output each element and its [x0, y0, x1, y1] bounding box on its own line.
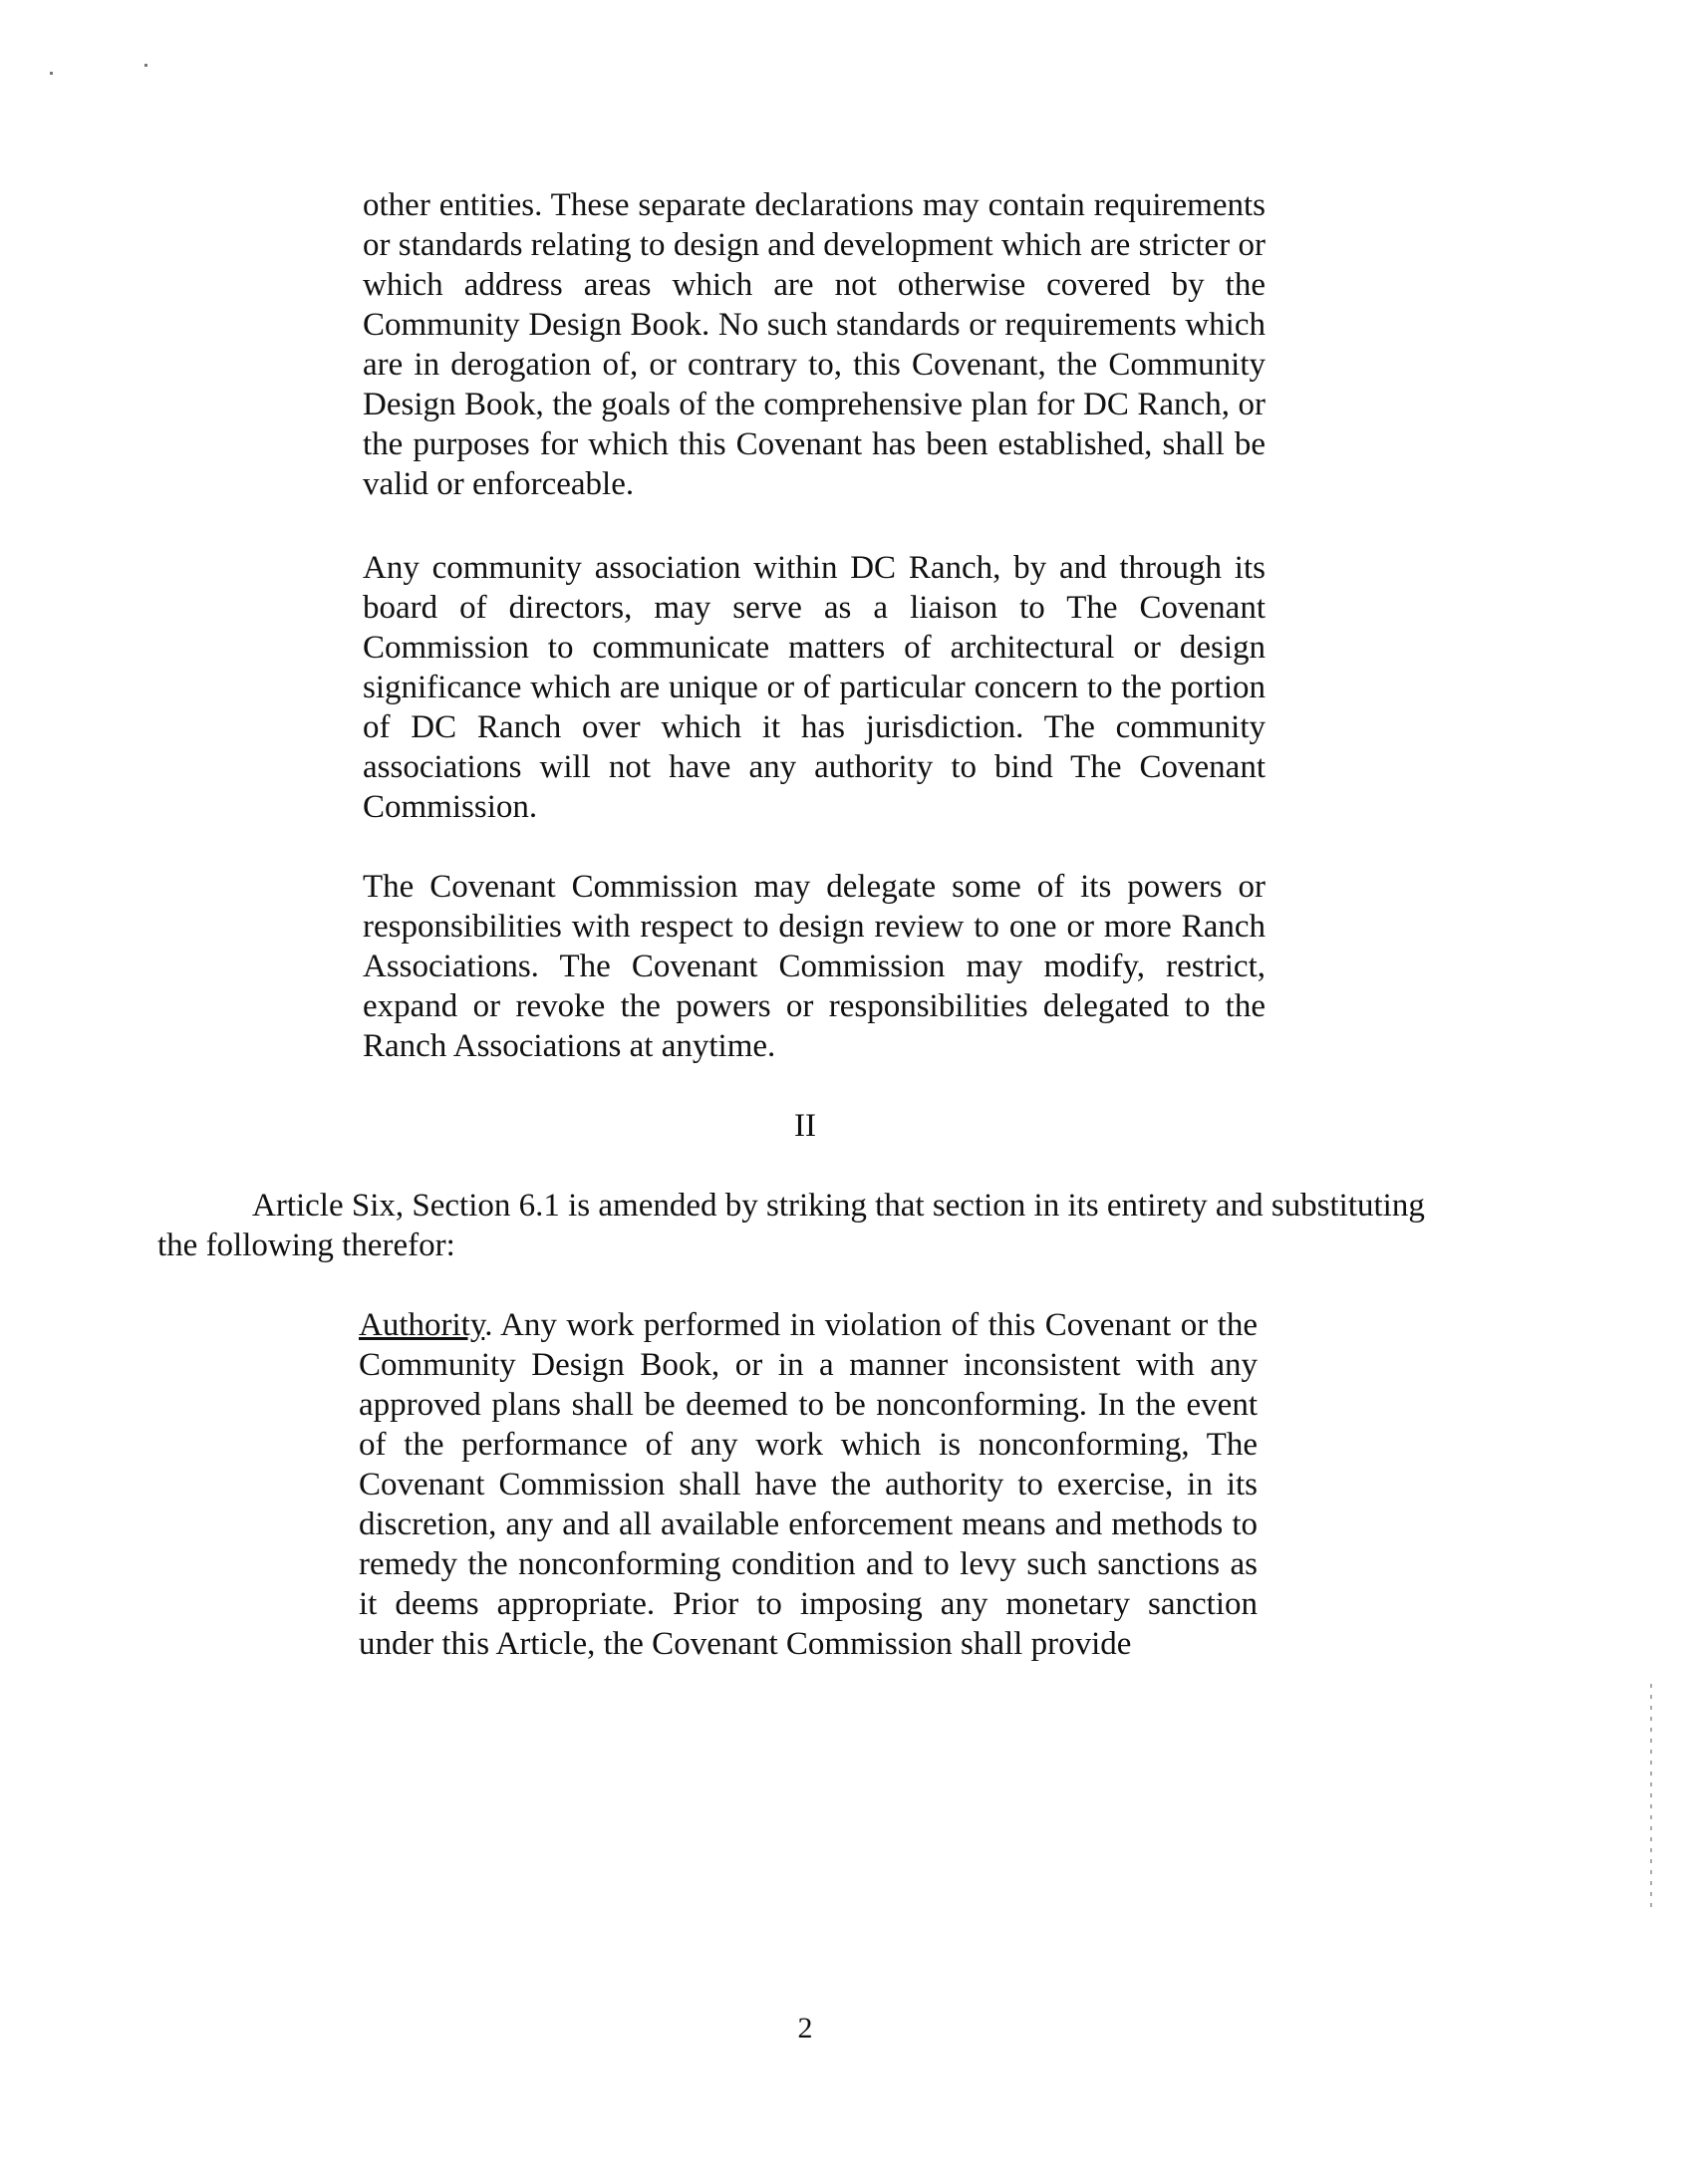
- authority-body-text: . Any work performed in violation of this Covenant or the Community Design Book, or in a manner inconsistent with any approved plans shall be deemed to be nonconforming. In the event of the performance of any work which is nonconforming, The Covenant Commission shall have the authority to exercise, in its discretion, any and all available enforcement means and methods to remedy the nonconforming condition and to levy such sanctions as it deems appropriate. Prior to imposing any monetary sanction under this Article, the Covenant Commission shall provide: [359, 1307, 1258, 1662]
- page-number: 2: [797, 2012, 813, 2045]
- body-paragraph-3: The Covenant Commission may delegate some of its powers or responsibilities with respect to design review to one or more Ranch Associations. The Covenant Commission may modify, restrict, expand or revoke the powers or responsibilities delegated to the Ranch Associations at anytime.: [363, 869, 1266, 1064]
- scan-artifact-marks: [1650, 1684, 1652, 1913]
- section-marker: II: [794, 1108, 816, 1144]
- body-paragraph-1: other entities. These separate declarations may contain requirements or standards relating to design and development which are stricter or which address areas which are not otherwise covered by the Community Design Book. No such standards or requirements which are in derogation of, or contrary to, this Covenant, the Community Design Book, the goals of the comprehensive plan for DC Ranch, or the purposes for which this Covenant has been established, shall be valid or enforceable.: [363, 187, 1266, 502]
- body-paragraph-2: Any community association within DC Ranch, by and through its board of directors, may serve as a liaison to The Covenant Commission to communicate matters of architectural or design significance which are unique or of particular concern to the portion of DC Ranch over which it has jurisdiction. The community associations will not have any authority to bind The Covenant Commission.: [363, 550, 1266, 825]
- amendment-intro-paragraph: Article Six, Section 6.1 is amended by striking that section in its entirety and substituting the following therefor:: [157, 1188, 1425, 1263]
- scan-speck: [50, 72, 53, 75]
- scan-speck: [144, 64, 147, 67]
- authority-heading: Authority: [359, 1307, 485, 1343]
- authority-paragraph: [359, 1305, 1258, 1664]
